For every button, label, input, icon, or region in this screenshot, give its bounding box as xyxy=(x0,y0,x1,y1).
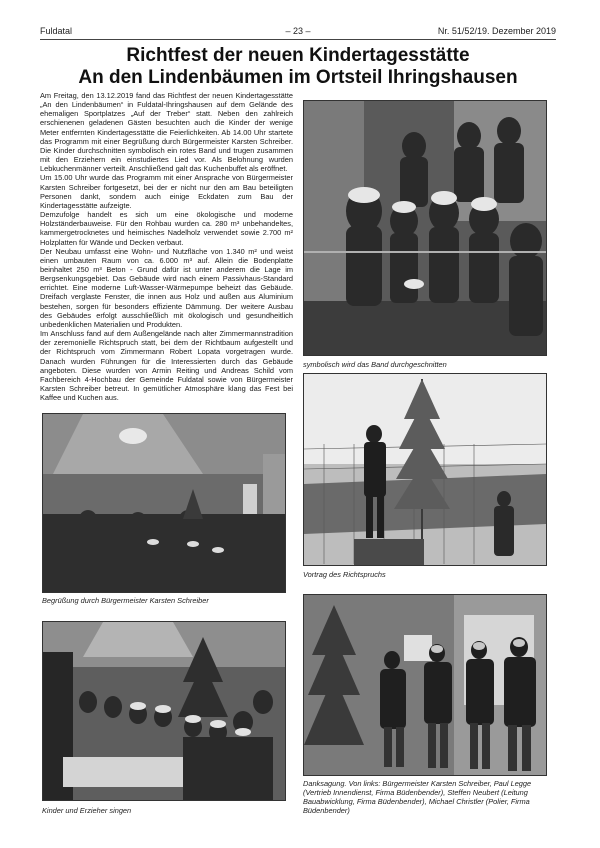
article-title xyxy=(40,45,556,89)
caption-kinder: Kinder und Erzieher singen xyxy=(42,806,132,815)
photo-richtspruch xyxy=(303,373,547,566)
caption-danksagung: Danksagung. Von links: Bürgermeister Karsten Schreiber, Paul Legge (Vertrieb Innendienst, Firma Büdenbender), Steffen Neubert (Leitung Bauabwicklung, Firma Büdenbender), Michael Christler (Polier, Firma Büdenbender) xyxy=(303,779,532,815)
paragraph-4: Der Neubau umfasst eine Wohn- und Nutzfläche von 1.340 m² und weist einen umbauten Raum von ca. 6.000 m³ auf. Allein die Bodenplatte beinhaltet 250 m³ Beton - Grund dafür ist unter anderem die Lage im Bergsenkungsgebiet. Das Gebäude wird nach einem Passivhaus-Standard errichtet. Eine moderne Luft-Wasser-Wärmepumpe beheizt das Gebäude. Dreifach verglaste Fenster, die innen aus Holz und außen aus Aluminium bestehen, sorgen für besonders effiziente Dämmung. Der weitere Ausbau des Gebäudes erfolgt ausschließlich mit ökologisch und gesundheitlich unbedenklichen Materialien und Produkten. xyxy=(40,246,293,329)
caption-richtspruch: Vortrag des Richtspruchs xyxy=(303,570,386,579)
paragraph-2: Um 15.00 Uhr wurde das Programm mit einer Ansprache von Bürgermeister Karsten Schreiber fortgesetzt, bei der er nicht nur den am Bau beteiligten Personen dankt, sondern auch einige Eckdaten zum Bau der Kindertagesstätte aufzeigte. xyxy=(40,173,293,210)
caption-band: symbolisch wird das Band durchgeschnitten xyxy=(303,360,447,369)
paragraph-5: Im Anschluss fand auf dem Außengelände nach alter Zimmermannstradition der zeremonielle Richtspruch statt, bei dem der Richtbaum aufgestellt und der Richtspruch vom Zimmermann Robert Lopata vorgetragen wurde. Danach wurden Führungen für die Interessierten durch das Gebäude angeboten. Diese wurden von Armin Reiting und Andreas Schild vom Fachbereich 4-Hochbau der Gemeinde Fuldatal sowie von Bürgermeister Karsten Schreiber betreut. In gemütlicher Atmosphäre klang das Fest bei Kaffee und Kuchen aus. xyxy=(40,329,293,403)
photo-band-durchschneiden xyxy=(303,100,547,356)
header-rule xyxy=(40,39,556,40)
title-line-1: Richtfest der neuen Kindertagesstätte xyxy=(126,45,470,66)
caption-begruessung: Begrüßung durch Bürgermeister Karsten Schreiber xyxy=(42,596,209,605)
photo-begruessung xyxy=(42,413,286,593)
header-place: Fuldatal xyxy=(40,26,73,36)
title-line-2: An den Lindenbäumen im Ortsteil Ihringshausen xyxy=(78,67,518,88)
article-body xyxy=(40,91,293,402)
paragraph-1: Am Freitag, den 13.12.2019 fand das Richtfest der neuen Kindertagesstätte „An den Lindenbäumen“ in Fuldatal-Ihringshausen auf dem Gelände des ehemaligen Sportplatzes „Auf der Treber“ statt. Neben den zahlreich erschienenen geladenen Gästen besuchten auch die Kinder der wenige Meter entfernten Kindertagesstätte die Feierlichkeiten. Ab 14.00 Uhr startete das Programm mit einer Begrüßung durch Bürgermeister Karsten Schreiber. Die Kinder durchschnitten symbolisch ein rotes Band und trugen zusammen mit den Erziehern ein einstudiertes Lied vor. Als Belohnung wurden Lebkuchenmänner verteilt. Anschließend galt das Kuchenbuffet als eröffnet. xyxy=(40,91,293,174)
photo-kinder-singen xyxy=(42,621,286,801)
photo-danksagung xyxy=(303,594,547,776)
page-header xyxy=(40,26,556,38)
paragraph-3: Demzufolge handelt es sich um eine ökologische und moderne Holzständerbauweise. Für den Rohbau wurden ca. 280 m³ unbehandeltes, kammergetrocknetes und heimisches Nadelholz verwendet sowie 2.700 m² Holzplatten für Wände und Decken verbaut. xyxy=(40,210,293,247)
header-page-number: – 23 – xyxy=(285,26,311,36)
header-issue: Nr. 51/52/19. Dezember 2019 xyxy=(437,26,556,36)
